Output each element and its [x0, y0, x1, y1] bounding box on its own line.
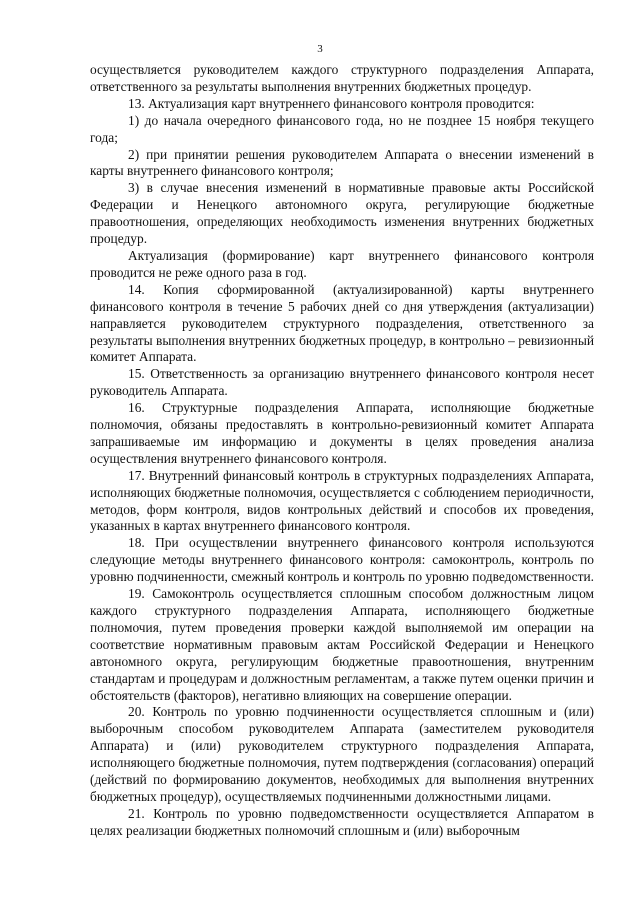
paragraph-13-item-1: 1) до начала очередного финансового года, но не позднее 15 ноября текущего года; [90, 112, 594, 145]
paragraph-15: 15. Ответственность за организацию внутреннего финансового контроля несет руководитель Аппарата. [90, 366, 594, 399]
paragraph-17: 17. Внутренний финансовый контроль в структурных подразделениях Аппарата, исполняющих бюджетные полномочия, осуществляется с соблюдением периодичности, методов, форм контроля, видов контрольных действий и способов их проведения, указанных в картах внутреннего финансового контроля. [90, 467, 594, 534]
paragraph-18: 18. При осуществлении внутреннего финансового контроля используются следующие методы внутреннего финансового контроля: самоконтроль, контроль по уровню подчиненности, смежный контроль и контроль по уровню подведомственности. [90, 535, 594, 585]
paragraph-20: 20. Контроль по уровню подчиненности осуществляется сплошным и (или) выборочным способом руководителем Аппарата (заместителем руководителя Аппарата) и (или) руководителем структурного подразделения Аппарата, исполняющего бюджетные полномочия, путем подтверждения (согласования) операций (действий по формированию документов, необходимых для выполнения внутренних бюджетных процедур), осуществляемых подчиненными должностными лицами. [90, 704, 594, 804]
paragraph-13: 13. Актуализация карт внутреннего финансового контроля проводится: [128, 95, 535, 111]
paragraph-13-item-2: 2) при принятии решения руководителем Аппарата о внесении изменений в карты внутреннего финансового контроля; [90, 146, 594, 179]
paragraph-14: 14. Копия сформированной (актуализированной) карты внутреннего финансового контроля в течение 5 рабочих дней со дня утверждения (актуализации) направляется руководителем структурного подразделения, ответственного за результаты выполнения внутренних бюджетных процедур, в контрольно – ревизионный комитет Аппарата. [90, 281, 594, 365]
paragraph-13-frequency: Актуализация (формирование) карт внутреннего финансового контроля проводится не реже одного раза в год. [90, 247, 594, 280]
paragraph-13-item-3: 3) в случае внесения изменений в нормативные правовые акты Российской Федерации и Ненецкого автономного округа, регулирующие бюджетные правоотношения, определяющих необходимость изменения внутренних бюджетных процедур. [90, 180, 594, 247]
paragraph-continuation: осуществляется руководителем каждого структурного подразделения Аппарата, ответственного за результаты выполнения внутренних бюджетных процедур. [90, 62, 594, 94]
paragraph-16: 16. Структурные подразделения Аппарата, исполняющие бюджетные полномочия, обязаны предоставлять в контрольно-ревизионный комитет Аппарата запрашиваемые им информацию и документы в целях проведения анализа осуществления внутреннего финансового контроля. [90, 400, 594, 466]
page-number: 3 [317, 43, 323, 55]
paragraph-19: 19. Самоконтроль осуществляется сплошным способом должностным лицом каждого структурного подразделения Аппарата, исполняющего бюджетные полномочия, путем проведения проверки каждой выполняемой им операции на соответствие нормативным правовым актам Российской Федерации и Ненецкого автономного округа, регулирующим бюджетные правоотношения, внутренним стандартам и процедурам и должностным регламентам, а также путем оценки причин и обстоятельств (факторов), негативно влияющих на совершение операции. [90, 586, 594, 703]
document-body [90, 62, 594, 840]
paragraph-21: 21. Контроль по уровню подведомственности осуществляется Аппаратом в целях реализации бюджетных полномочий сплошным и (или) выборочным [90, 805, 594, 838]
